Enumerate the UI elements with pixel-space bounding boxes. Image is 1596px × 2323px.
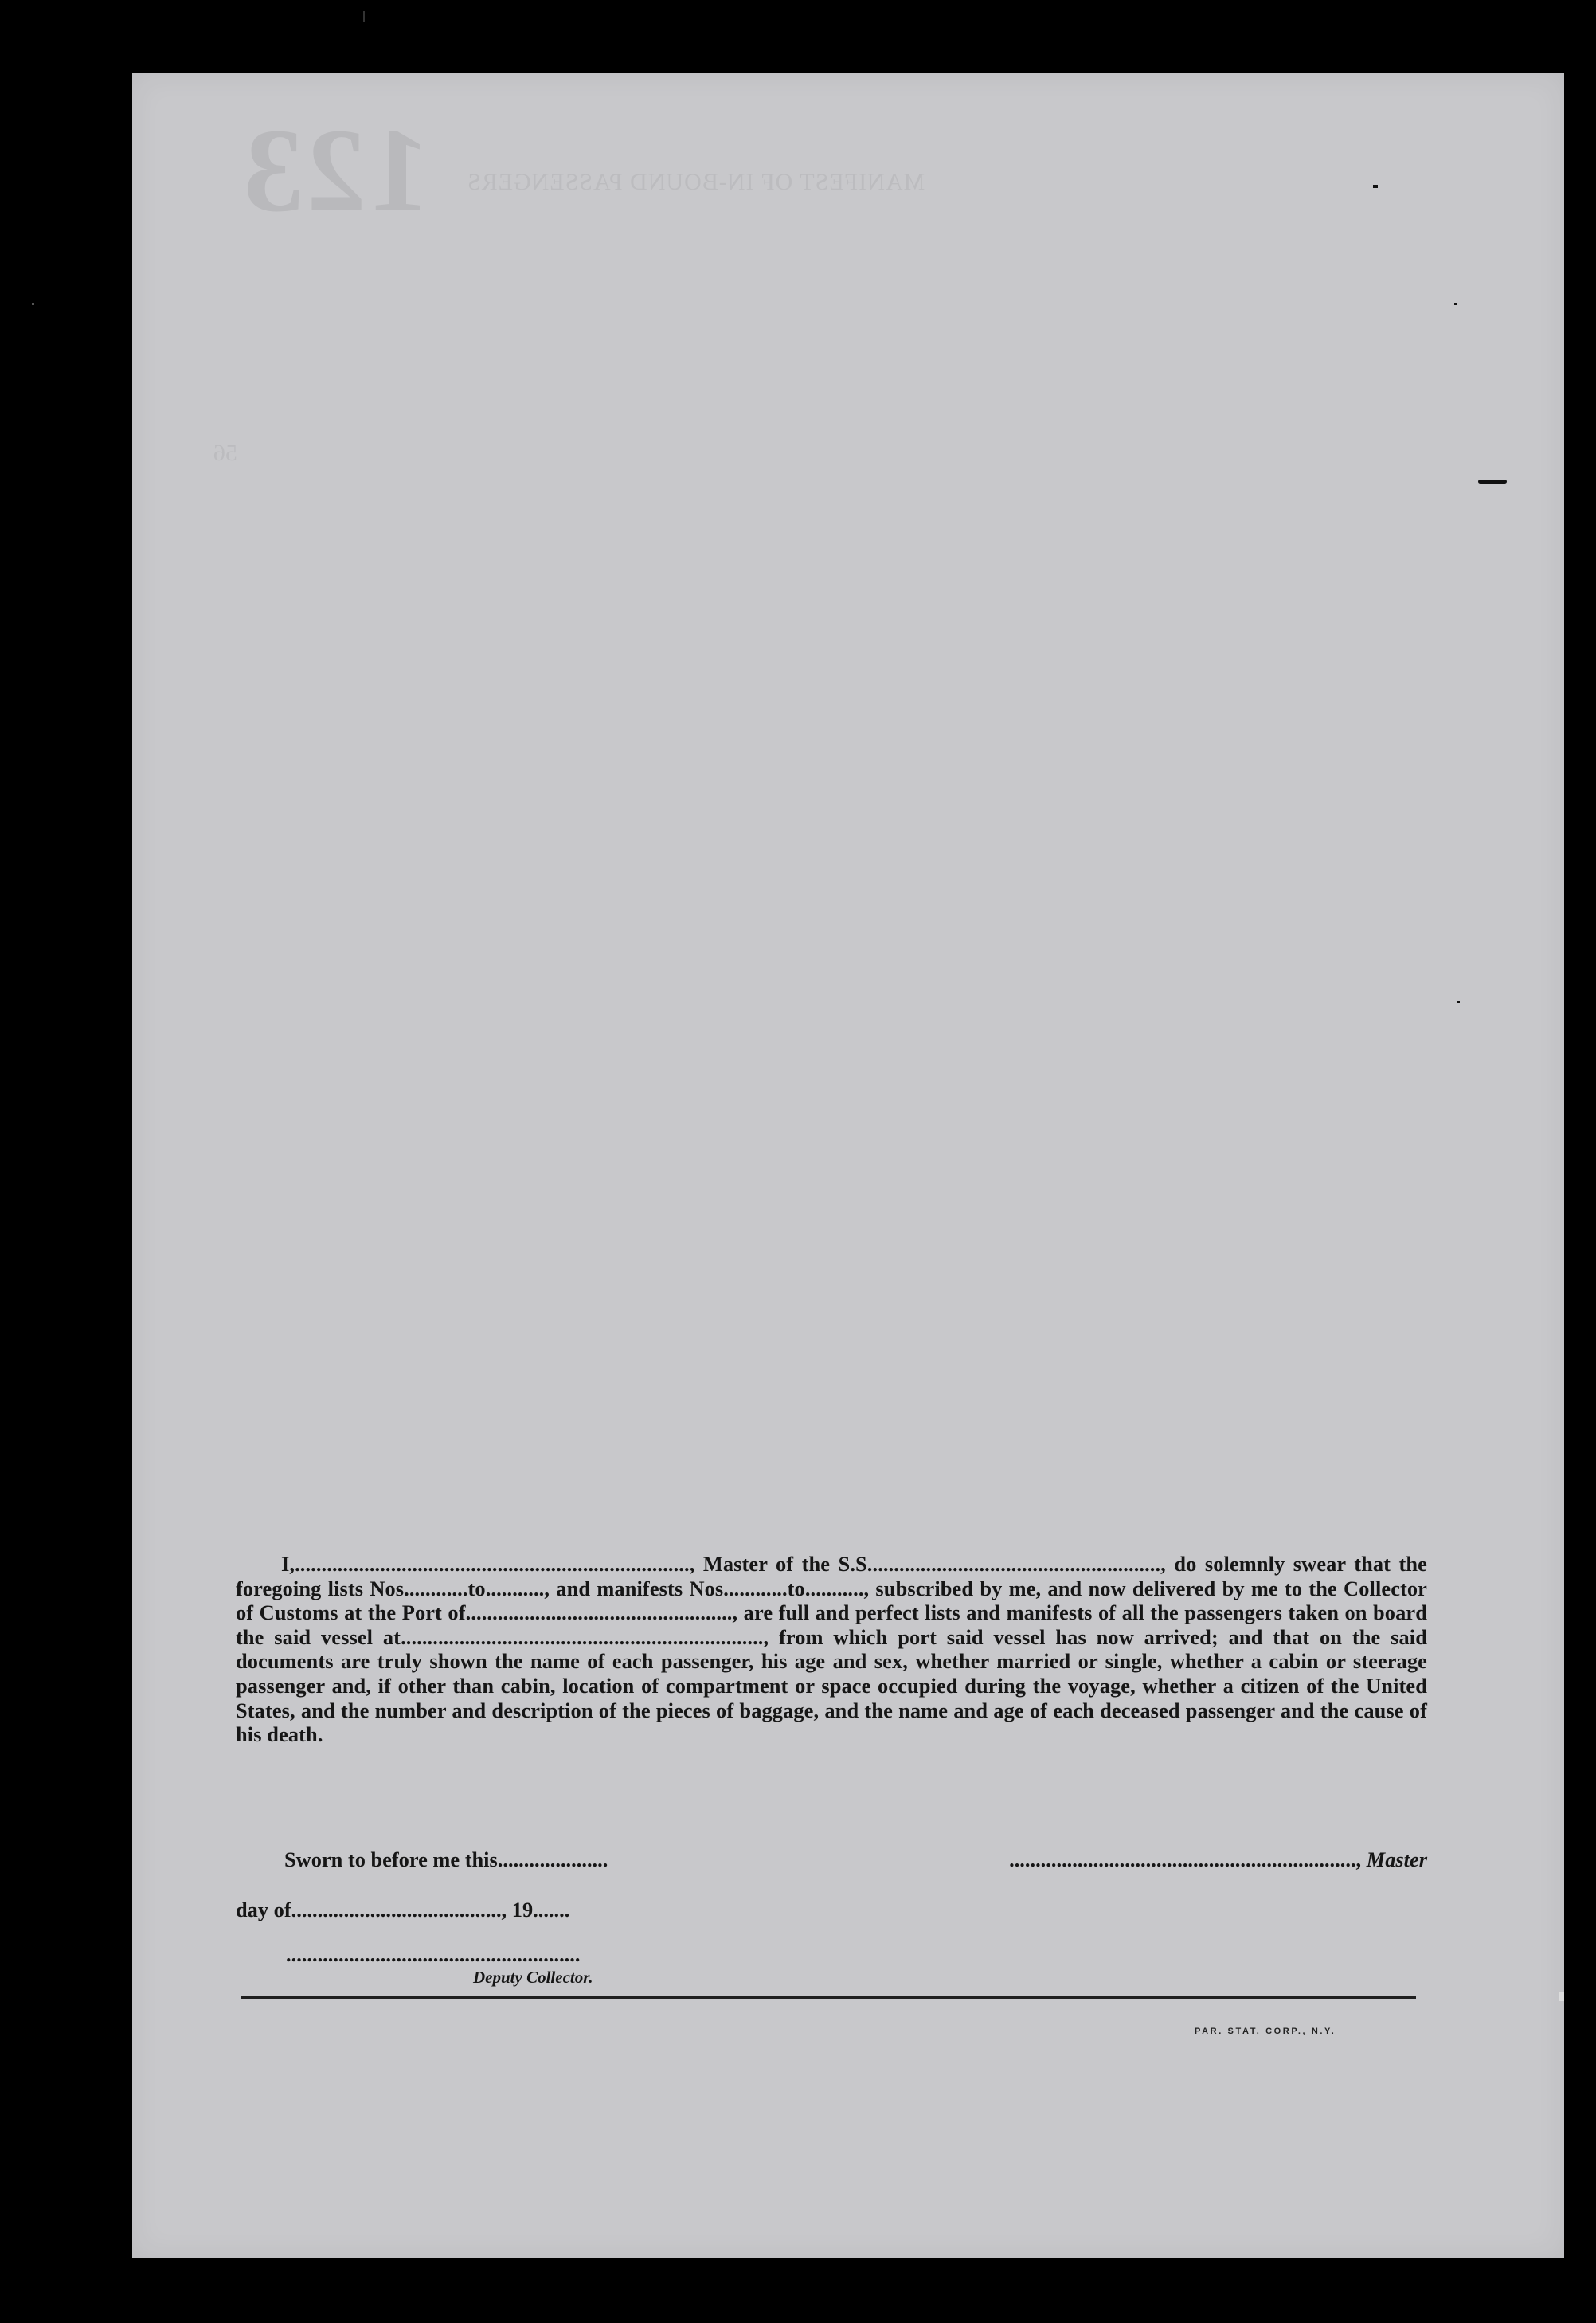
sworn-before-line: Sworn to before me this..................... — [284, 1847, 608, 1871]
printer-imprint: PAR. STAT. CORP., N.Y. — [1195, 2027, 1336, 2036]
master-label: Master — [1366, 1847, 1427, 1871]
scan-speck — [363, 11, 365, 22]
oath-statement: I,.........................................................................., Master of the S.S......................................................., do solemnly swear that the foregoing lists Nos............to..........., and manifests Nos............to..........., subscribed by me, and now delivered by me to the Collector of Customs at the Port of.................................................., are full and perfect lists and manifests of all the passengers taken on board the said vessel at...................................................................., from which port said vessel has now arrived; and that on the said documents are truly shown the name of each passenger, his age and sex, whether married or single, whether a cabin or steerage passenger and, if other than cabin, location of compartment or space occupied during the voyage, whether a citizen of the United States, and the number and description of the pieces of baggage, and the name and age of each deceased passenger and the cause of his death. — [236, 1552, 1427, 1747]
master-signature-dots: .................................................................., — [1009, 1847, 1362, 1871]
scan-speck — [1457, 1001, 1460, 1003]
scan-speck — [1454, 303, 1457, 305]
day-of-line: day of........................................, 19....... — [236, 1898, 570, 1921]
footer-rule — [241, 1996, 1416, 1999]
scan-speck — [1373, 185, 1378, 188]
scan-speck — [1478, 480, 1507, 484]
scan-speck — [32, 303, 34, 305]
master-signature-line — [1009, 1847, 1427, 1872]
deputy-collector-label: Deputy Collector. — [473, 1968, 593, 1987]
deputy-signature-dots: ........................................................ — [286, 1942, 581, 1966]
bleed-through-mark: 56 — [213, 440, 237, 466]
scan-speck — [1559, 1992, 1564, 2001]
bleed-through-page-number: 123 — [241, 104, 429, 237]
manifest-page — [132, 73, 1564, 2258]
bleed-through-heading: MANIFEST OF IN-BOUND PASSENGERS — [467, 169, 925, 195]
